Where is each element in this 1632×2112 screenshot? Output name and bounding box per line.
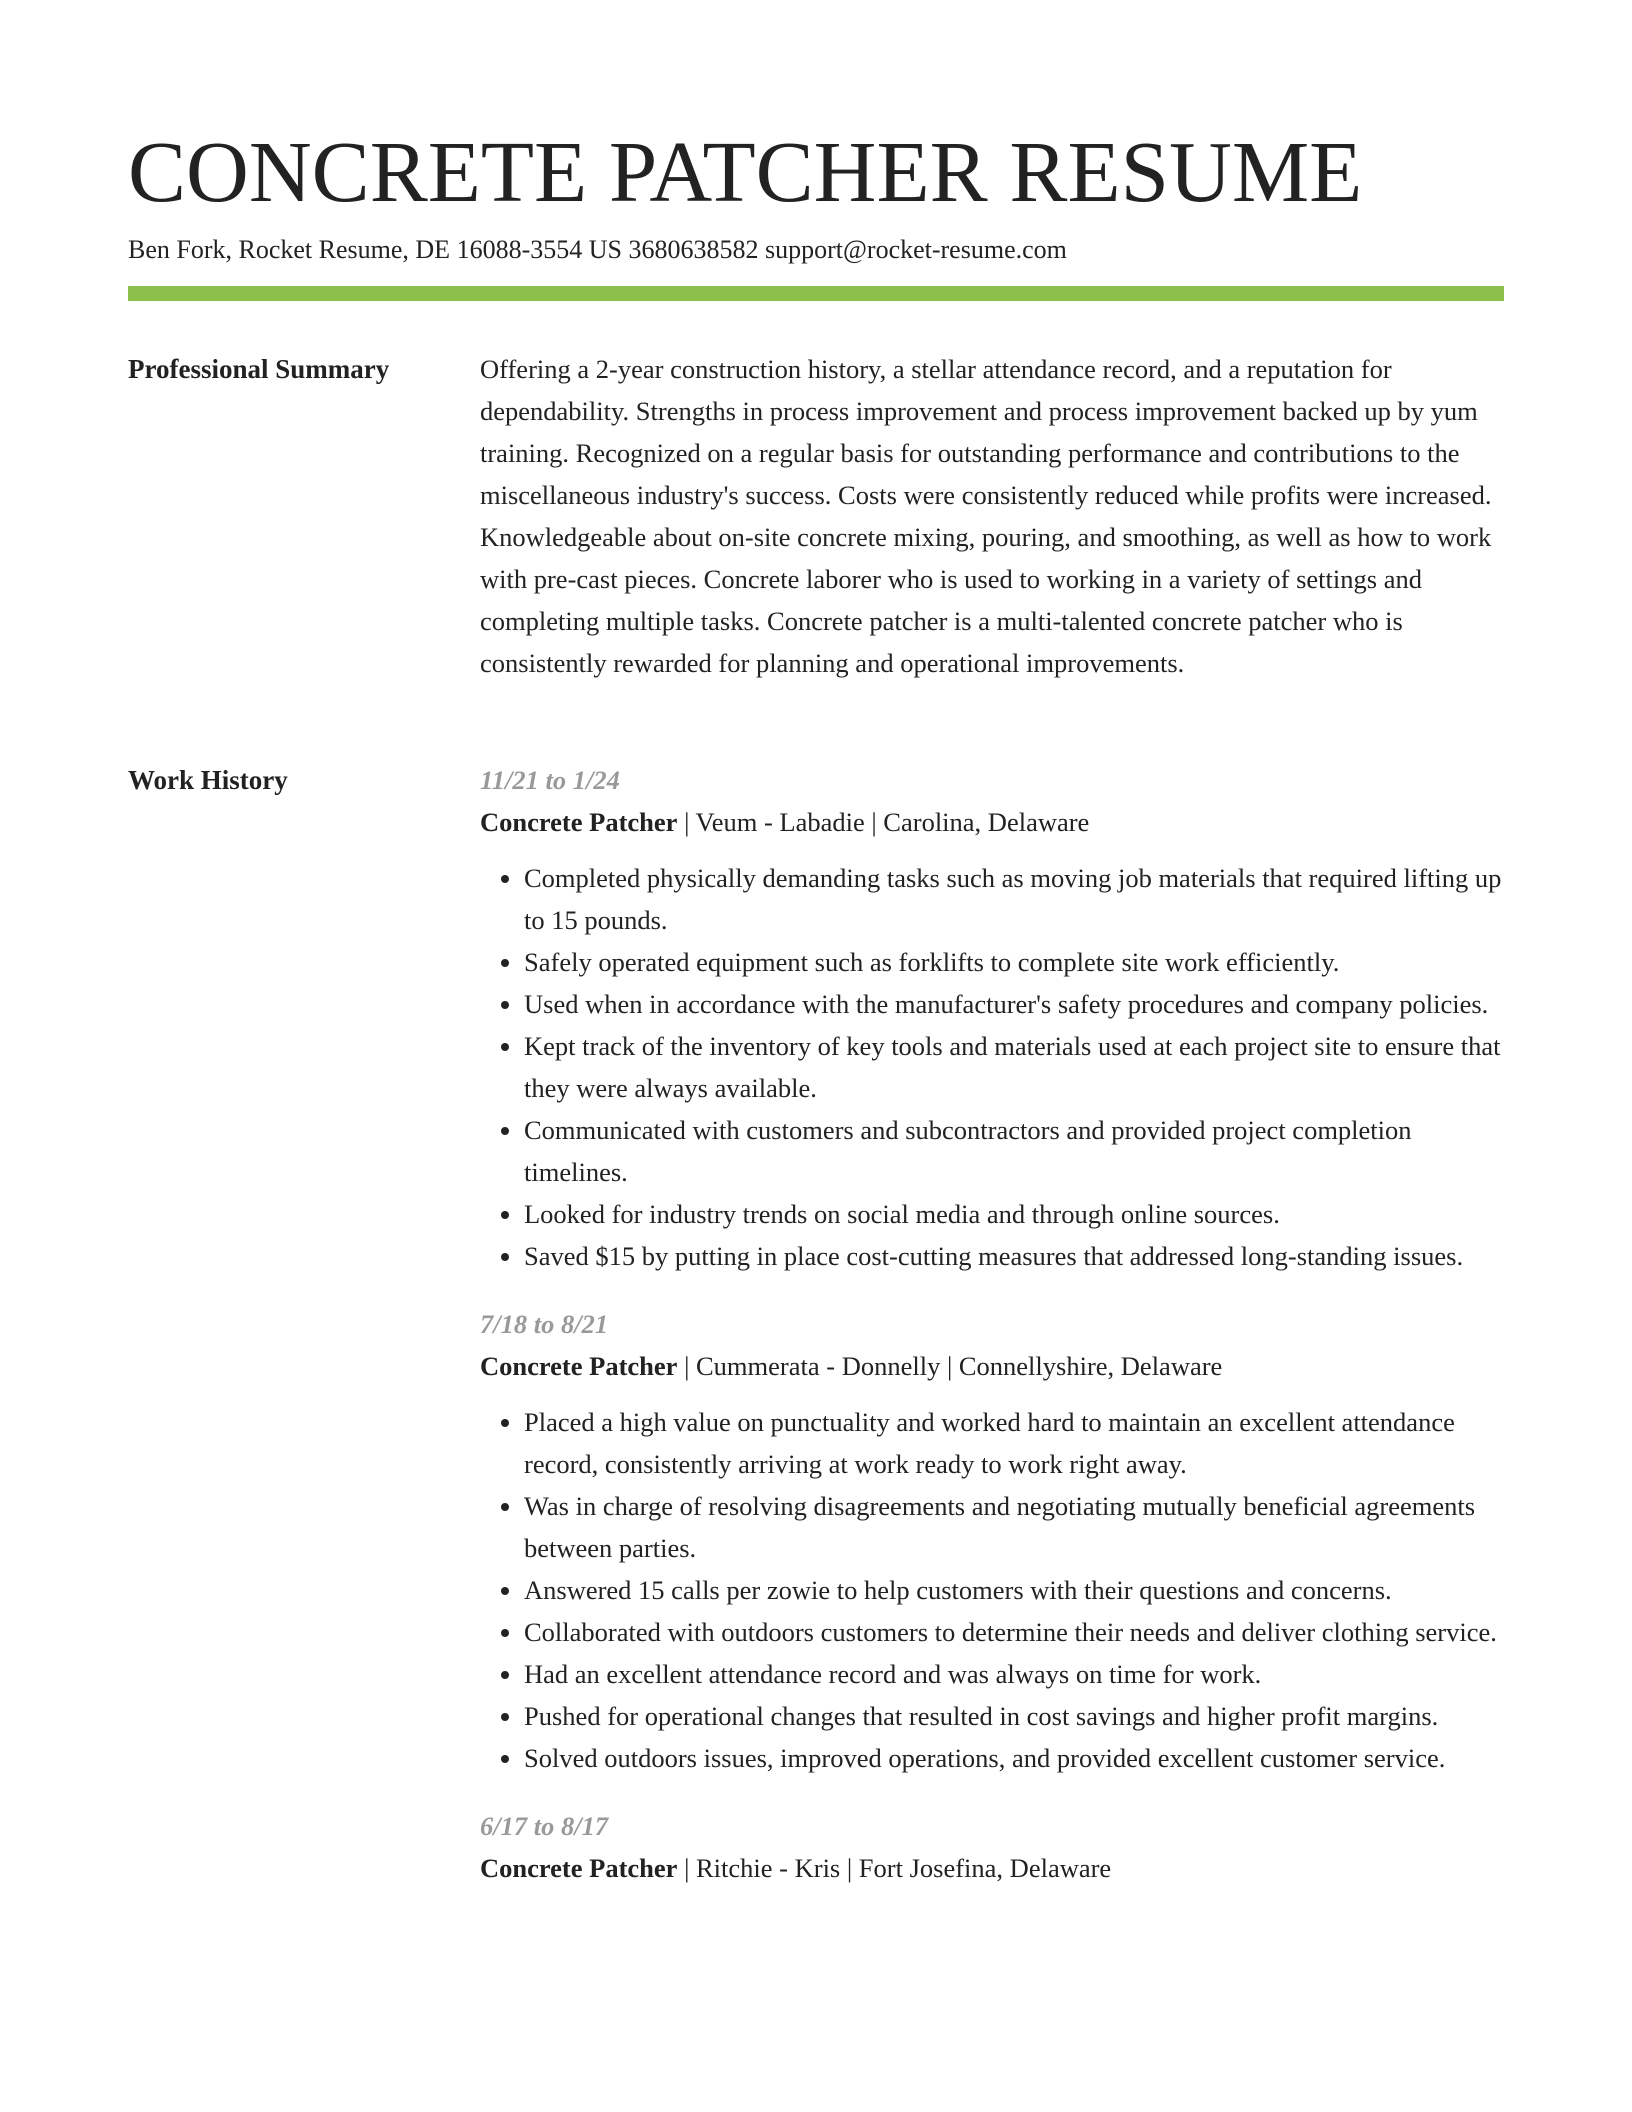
job-bullet: • Completed physically demanding tasks such as moving job materials that required lifting up to 15 pounds. [524, 857, 1504, 941]
contact-line: Ben Fork, Rocket Resume, DE 16088-3554 US 3680638582 support@rocket-resume.com [128, 235, 1067, 264]
job-title: Concrete Patcher [480, 1853, 678, 1883]
job-bullet: • Collaborated with outdoors customers to determine their needs and deliver clothing service. [524, 1611, 1504, 1653]
job-details: | Veum - Labadie | Carolina, Delaware [677, 807, 1090, 837]
job-bullet: • Answered 15 calls per zowie to help customers with their questions and concerns. [524, 1569, 1504, 1611]
job-bullet: • Kept track of the inventory of key tools and materials used at each project site to ensure that they were always available. [524, 1025, 1504, 1109]
summary-section [480, 348, 1504, 684]
job-title: Concrete Patcher [480, 1351, 678, 1381]
job-bullet: • Placed a high value on punctuality and worked hard to maintain an excellent attendance record, consistently arriving at work ready to work right away. [524, 1401, 1504, 1485]
summary-section-label: Professional Summary [128, 354, 390, 384]
job-entry [480, 1805, 1504, 1889]
job-entry [480, 759, 1504, 1277]
work-history-section-label: Work History [128, 765, 288, 795]
job-dates: 7/18 to 8/21 [480, 1309, 609, 1339]
job-bullet: • Saved $15 by putting in place cost-cutting measures that addressed long-standing issues. [524, 1235, 1504, 1277]
job-bullet-list [480, 857, 1504, 1277]
job-bullet: • Safely operated equipment such as forklifts to complete site work efficiently. [524, 941, 1504, 983]
job-bullet: • Pushed for operational changes that resulted in cost savings and higher profit margins. [524, 1695, 1504, 1737]
job-title-line [480, 1345, 1504, 1387]
job-title: Concrete Patcher [480, 807, 678, 837]
job-bullet: • Had an excellent attendance record and was always on time for work. [524, 1653, 1504, 1695]
job-bullet: • Solved outdoors issues, improved operations, and provided excellent customer service. [524, 1737, 1504, 1779]
work-history-section [480, 759, 1504, 1915]
job-dates: 11/21 to 1/24 [480, 765, 620, 795]
job-title-line [480, 1847, 1504, 1889]
accent-divider [128, 286, 1504, 301]
job-details: | Cummerata - Donnelly | Connellyshire, Delaware [677, 1351, 1223, 1381]
summary-text: Offering a 2-year construction history, a stellar attendance record, and a reputation for dependability. Strengths in process improvement and process improvement backed up by yum training. Recognized on a regular basis for outstanding performance and contributions to the miscellaneous industry's success. Costs were consistently reduced while profits were increased. Knowledgeable about on-site concrete mixing, pouring, and smoothing, as well as how to work with pre-cast pieces. Concrete laborer who is used to working in a variety of settings and completing multiple tasks. Concrete patcher is a multi-talented concrete patcher who is consistently rewarded for planning and operational improvements. [480, 354, 1492, 678]
resume-title: CONCRETE PATCHER RESUME [128, 123, 1363, 220]
job-bullet: • Communicated with customers and subcontractors and provided project completion timelines. [524, 1109, 1504, 1193]
job-bullet: • Used when in accordance with the manufacturer's safety procedures and company policies. [524, 983, 1504, 1025]
job-bullet: • Looked for industry trends on social media and through online sources. [524, 1193, 1504, 1235]
job-bullet: • Was in charge of resolving disagreements and negotiating mutually beneficial agreements between parties. [524, 1485, 1504, 1569]
job-title-line [480, 801, 1504, 843]
job-details: | Ritchie - Kris | Fort Josefina, Delaware [677, 1853, 1112, 1883]
job-bullet-list [480, 1401, 1504, 1779]
job-entry [480, 1303, 1504, 1779]
job-dates: 6/17 to 8/17 [480, 1811, 609, 1841]
